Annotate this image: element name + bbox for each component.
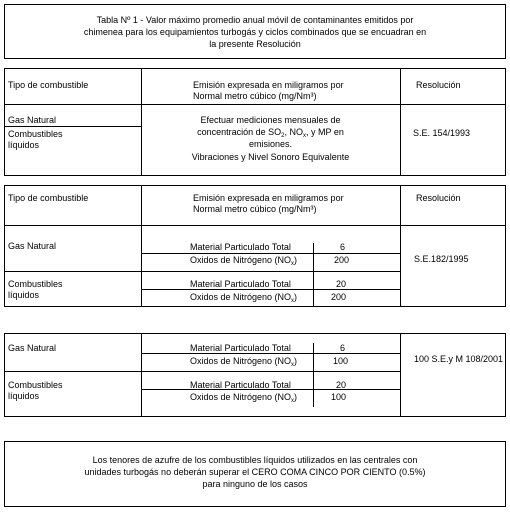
table2-fuel-divider xyxy=(4,271,400,272)
table2-header-combustible: Tipo de combustible xyxy=(8,193,89,203)
table1-resolucion: S.E. 154/1993 xyxy=(413,128,471,138)
table3-liq-mpt-value: 20 xyxy=(336,380,347,390)
table3-liq-mpt-label: Material Particulado Total xyxy=(190,380,291,390)
table3-liq-nox-label: Oxidos de Nitrógeno $(NO_x)$ xyxy=(190,392,298,404)
table1-header-emision-1: Emisión expresada en miligramos por xyxy=(193,80,344,90)
table2-header-emision-2: Normal metro cúbico (mg/Nm³) xyxy=(193,204,317,214)
table3-fuel-gas: Gas Natural xyxy=(8,343,57,353)
note-line-3: para ninguno de los casos xyxy=(202,479,308,489)
table1-desc-line-4: Vibraciones y Nivel Sonoro Equivalente xyxy=(191,152,350,162)
table2-header-emision-1: Emisión expresada en miligramos por xyxy=(193,193,344,203)
table3-gas-nox-value: 100 xyxy=(333,356,349,366)
note-line-1: Los tenores de azufre de los combustibles líquidos utilizados en las centrales con xyxy=(92,455,418,465)
table3-gas-nox-label: Oxidos de Nitrógeno $(NO_x)$ xyxy=(190,356,298,368)
table3-gas-mpt-label: Material Particulado Total xyxy=(190,343,291,353)
table3-value-divider xyxy=(313,343,314,407)
table1-header-emision-2: Normal metro cúbico (mg/Nm³) xyxy=(193,91,317,101)
table2-liq-row-divider xyxy=(141,289,400,290)
table1-desc-line-1: Efectuar mediciones mensuales de xyxy=(200,115,341,125)
table1-fuel-divider xyxy=(4,126,142,127)
table1-fuel-liquid-1: Combustibles xyxy=(8,129,63,139)
table2-gas-nox-value: 200 xyxy=(334,255,350,265)
table3-fuel-liquid-2: líquidos xyxy=(8,391,40,401)
table2-header-resolucion: Resolución xyxy=(416,193,461,203)
table2-resolucion: S.E.182/1995 xyxy=(414,254,469,264)
table1-desc-line-2: concentración de $SO_2$, $NO_x$, y MP en xyxy=(197,127,344,139)
table3-gas-mpt-value: 6 xyxy=(340,343,346,353)
title-line-2: chimenea para los equipamientos turbogás y ciclos combinados que se encuadran en xyxy=(83,27,427,37)
table3-fuel-liquid-1: Combustibles xyxy=(8,380,63,390)
table2-gas-nox-label: Oxidos de Nitrógeno $(NO_x)$ xyxy=(190,255,298,267)
table1-header-divider xyxy=(4,104,506,105)
table3-resolucion: 100 S.E.y M 108/2001 xyxy=(414,354,504,364)
table1-desc-line-3: emisiones. xyxy=(248,139,293,149)
table2-gas-mpt-value: 6 xyxy=(340,242,346,252)
table2-col-divider-2 xyxy=(400,185,401,307)
table2-gas-row-divider xyxy=(141,253,400,254)
table2-liq-mpt-label: Material Particulado Total xyxy=(190,279,291,289)
table1-fuel-liquid-2: líquidos xyxy=(8,140,40,150)
table3-col-divider-1 xyxy=(141,333,142,417)
table2-gas-mpt-label: Material Particulado Total xyxy=(190,242,291,252)
table3-liq-nox-value: 100 xyxy=(331,392,347,402)
table1-fuel-gas: Gas Natural xyxy=(8,115,57,125)
table2-col-divider-1 xyxy=(141,185,142,307)
table2-fuel-gas: Gas Natural xyxy=(8,241,57,251)
table2-value-divider xyxy=(313,243,314,307)
table2-liq-nox-label: Oxidos de Nitrógeno $(NO_x)$ xyxy=(190,292,298,304)
table2-fuel-liquid-2: líquidos xyxy=(8,290,40,300)
table1-header-resolucion: Resolución xyxy=(416,80,461,90)
table2-fuel-liquid-1: Combustibles xyxy=(8,279,63,289)
table2-header-divider xyxy=(4,225,506,226)
note-line-2: unidades turbogás no deberán superar el CERO COMA CINCO POR CIENTO (0.5%) xyxy=(84,467,426,477)
table3-gas-row-divider xyxy=(141,353,400,354)
table1-header-combustible: Tipo de combustible xyxy=(8,80,89,90)
table3-col-divider-2 xyxy=(400,333,401,417)
title-line-1: Tabla Nº 1 - Valor máximo promedio anual móvil de contaminantes emitidos por xyxy=(96,15,414,25)
table2-liq-nox-value: 200 xyxy=(331,292,347,302)
table2-liq-mpt-value: 20 xyxy=(336,279,347,289)
table3-fuel-divider xyxy=(4,371,400,372)
table1-col-divider-2 xyxy=(400,68,401,176)
title-line-3: la presente Resolución xyxy=(209,39,301,49)
